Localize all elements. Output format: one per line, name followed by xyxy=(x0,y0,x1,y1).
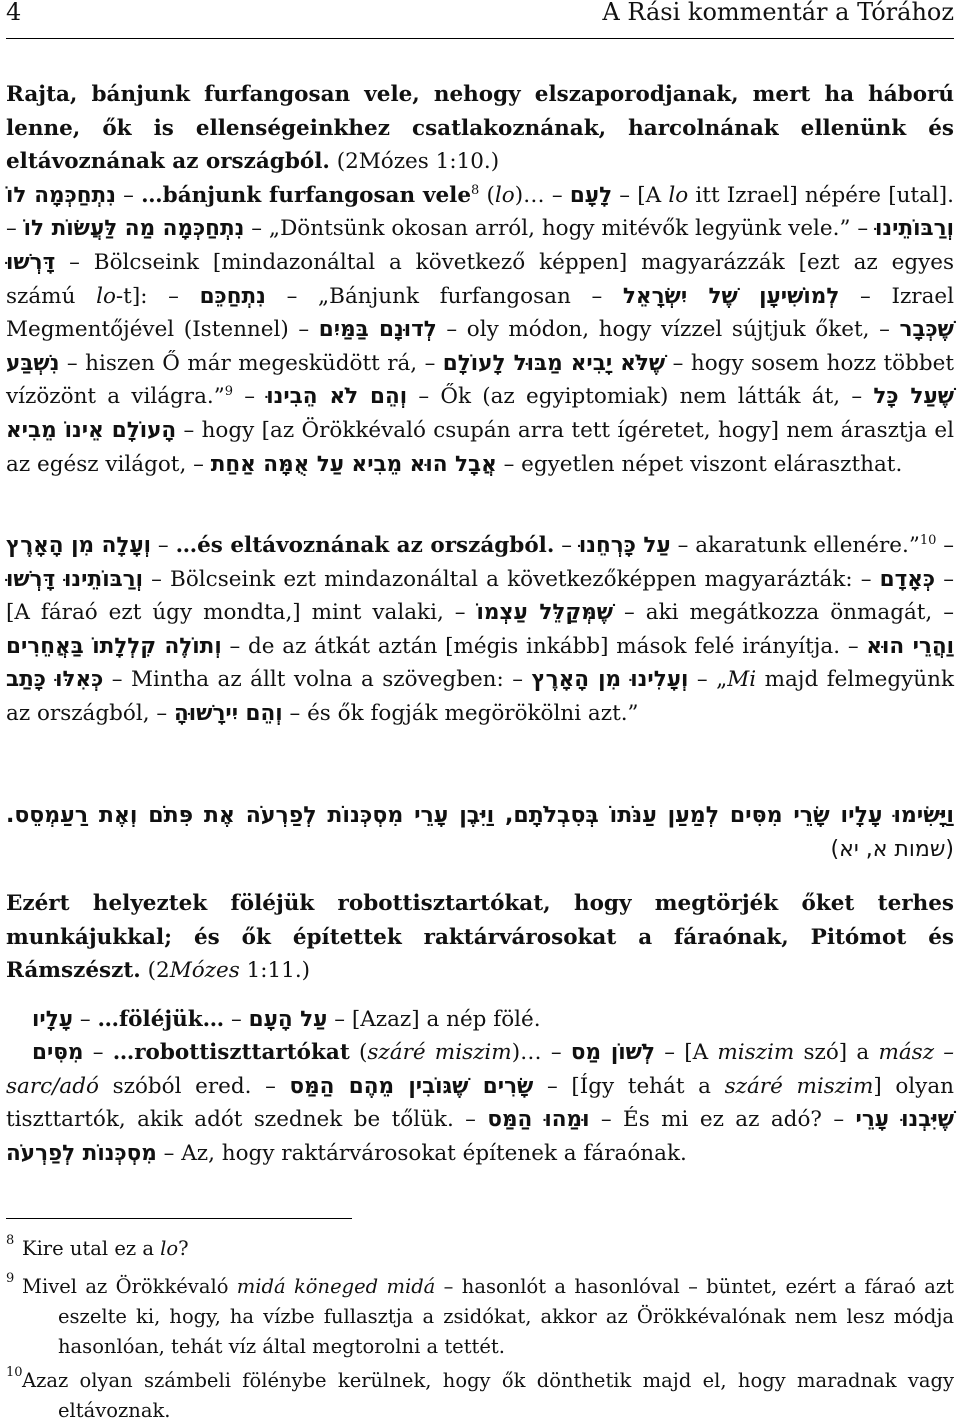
hebrew-lemma: אֲבָל הוּא מֵבִיא עַל אֻמָּה אַחַת xyxy=(210,451,497,477)
footnote-number: 8 xyxy=(6,1233,15,1248)
verse-1-10-paragraph: Rajta, bánjunk furfangosan vele, nehogy elszaporodjanak, mert ha háború lenne, ők is ellenségeinkhez csatlakoznának, harcolnának ellenünk és eltávoznának az országból. (2Mózes 1:10.) נִתְחַכְּמָה לוֹ – …bánjunk furfangosan vele$^8$ (lo)… – לָעָם – [A lo itt Izrael] népére [utal]. – נִתְחַכְּמָה מַה לַּעֲשׂוֹת לוֹ – „Döntsünk okosan arról, hogy mitévők legyünk vele.” – וְרַבּוֹתֵינוּ דָּרְשׁוּ – Bölcseink [mindazonáltal a következő képpen] magyarázzák [ezt az egyes számú lo-t]: – נִתְחַכֵּם – „Bánjunk furfangosan – לְמוֹשִׁיעָן שֶׁל יִשְׂרָאֵל – Izrael Megmentőjével (Istennel) – לְדוּנָם בַּמַּיִם – oly módon, hogy vízzel sújtjuk őket, – שֶׁכְּבָר נִשְׁבַּע – hiszen Ő már megesküdött rá, – שֶׁלֹּא יָבִיא מַבּוּל לָעוֹלָם – hogy sosem hozz többet vízözönt a világra.”$^9$ – וְהֵם לֹא הֵבִינוּ – Ők (az egyiptomiak) nem látták át, – שֶׁעַל כָּל הָעוֹלָם אֵינוֹ מֵבִיא – hogy [az Örökkévaló csupán arra tett ígéretet, hogy] nem árasztja el az egész világot, – אֲבָל הוּא מֵבִיא עַל אֻמָּה אַחַת – egyetlen népet viszont eláraszthat. xyxy=(6,82,954,477)
hebrew-lemma: וְהֵם לֹא הֵבִינוּ xyxy=(266,384,408,410)
footnote-number: 9 xyxy=(6,1271,15,1286)
hebrew-lemma: כְּאָדָם xyxy=(879,566,936,592)
hebrew-lemma: שֶׁכְּבָר נִשְׁבַּע xyxy=(6,317,954,376)
verse-text: Rajta, bánjunk furfangosan vele, nehogy elszaporodjanak, mert ha háború lenne, ők is ellenségeinkhez csatlakoznának, harcolnának ellenünk és eltávoznának az országból. xyxy=(6,82,954,175)
footnote-8 xyxy=(6,1234,954,1264)
hebrew-lemma: שֶׁעַל כָּל הָעוֹלָם אֵינוֹ מֵבִיא xyxy=(6,384,954,443)
footnote-marker: 8 xyxy=(471,182,480,198)
footnote-rule xyxy=(6,1218,352,1219)
lemma-translation: …és eltávoznának az országból. xyxy=(175,533,555,558)
hebrew-lemma: עָלָיו xyxy=(32,1007,74,1032)
commentary-paragraph-2: וְעָלָה מִן הָאָרֶץ – …és eltávoznának az országból. – עַל כָּרְחֵנוּ – akaratunk ellenére.”$^{10}$ – וְרַבּוֹתֵינוּ דָּרְשׁוּ – Bölcseink ezt mindazonáltal a következőképpen magyarázták: – כְּאָדָם – [A fáraó ezt úgy mondta,] mint valaki, – שֶׁמְּקַלֵּל עַצְמוֹ – aki megátkozza önmagát, – וְתוֹלֶה קִלְלָתוֹ בַּאֲחֵרִים – de az átkát aztán [mégis inkább] mások felé irányítja. – וַהֲרֵי הוּא כְּאִלּוּ כָּתַב – Mintha az állt volna a szövegben: – וְעָלִינוּ מִן הָאָרֶץ – „Mi majd felmegyünk az országból, – וְהֵם יִירָשׁוּהָ – és ők fogják megörökölni azt.” xyxy=(6,532,955,726)
header-rule xyxy=(6,38,954,39)
verse-1-11-paragraph xyxy=(6,887,954,988)
hebrew-verse-text: וַיָּשִׂימוּ עָלָיו שָׂרֵי מִסִּים לְמַעַן עַנֹּתוֹ בְּסִבְלֹתָם, וַיִּבֶן עָרֵי מִסְכְּנוֹת לְפַרְעֹה אֶת פִּתֹם וְאֶת רַעַמְסֵס. xyxy=(6,803,954,828)
page-number: 4 xyxy=(6,0,22,26)
hebrew-verse-reference: (שמות א, יא) xyxy=(830,837,954,862)
hebrew-lemma: עַל כָּרְחֵנוּ xyxy=(578,533,671,558)
footnote-number: 10 xyxy=(6,1365,23,1380)
verse-text: Ezért helyeztek föléjük robottisztartókat, hogy megtörjék őket terhes munkájukkal; és ők építettek raktárvárosokat a fáraónak, Pitómot és Rámszészt. xyxy=(6,891,954,984)
page-header xyxy=(6,0,954,38)
lemma-translation: …föléjük… xyxy=(97,1007,225,1032)
hebrew-lemma: נִתְחַכְּמָה לוֹ xyxy=(6,182,116,208)
hebrew-lemma: שֶׁלֹּא יָבִיא מַבּוּל לָעוֹלָם xyxy=(442,350,666,376)
commentary-paragraph-4: עָלָיו – …föléjük… – עַל הָעָם – [Azaz] a nép fölé. xyxy=(32,1007,541,1032)
hebrew-lemma: וְעָלִינוּ מִן הָאָרֶץ xyxy=(531,667,689,693)
verse-reference: (2Mózes 1:10.) xyxy=(336,149,500,175)
footnote-marker: 10 xyxy=(919,532,937,548)
hebrew-lemma: לְדוּנָם בַּמַּיִם xyxy=(318,317,437,343)
footnote-marker: 9 xyxy=(224,384,234,400)
footnote-text: Mivel az Örökkévaló midá köneged midá – hasonlót a hasonlóval – büntet, ezért a fáraó azt eszelte ki, hogy, ha vízbe fullasztja a zsidókat, akkor az Örökkévalónak nem lesz módja hasonlóan, tehát víz által megtorolni a tettét. xyxy=(22,1275,954,1358)
hebrew-lemma: לָעָם xyxy=(569,182,613,208)
hebrew-lemma: וְרַבּוֹתֵינוּ דָּרְשׁוּ xyxy=(6,216,954,275)
lemma-translation: …bánjunk furfangosan vele xyxy=(141,182,472,208)
lemma-translation: …robottiszttartókat xyxy=(112,1040,350,1065)
hebrew-lemma: שֶׁמְּקַלֵּל עַצְמוֹ xyxy=(476,600,614,626)
hebrew-lemma: וְתוֹלֶה קִלְלָתוֹ בַּאֲחֵרִים xyxy=(6,633,222,659)
hebrew-lemma: שֶׁיִּבְנוּ עָרֵי מִסְכְּנוֹת לְפַרְעֹה xyxy=(6,1107,954,1166)
hebrew-lemma: נִתְחַכֵּם xyxy=(199,283,266,309)
footnote-text: Kire utal ez a lo? xyxy=(22,1237,189,1260)
hebrew-lemma: וְרַבּוֹתֵינוּ דָּרְשׁוּ xyxy=(6,566,144,592)
hebrew-lemma: וְהֵם יִירָשׁוּהָ xyxy=(173,700,283,726)
hebrew-lemma: וַהֲרֵי הוּא כְּאִלּוּ כָּתַב xyxy=(6,633,955,693)
hebrew-lemma: וְעָלָה מִן הָאָרֶץ xyxy=(6,533,152,558)
footnote-10 xyxy=(6,1366,954,1426)
footnote-9 xyxy=(6,1272,954,1362)
verse-reference: (2Mózes 1:11.) xyxy=(147,958,311,984)
running-title: A Rási kommentár a Tórához xyxy=(602,0,954,26)
hebrew-lemma: שָׂרִים שֶׁגּוֹבִין מֵהֶם הַמַּס xyxy=(289,1073,534,1099)
hebrew-lemma: נִתְחַכְּמָה מַה לַּעֲשׂוֹת לוֹ xyxy=(23,216,245,242)
hebrew-lemma: לְשׁוֹן מַס xyxy=(570,1040,655,1065)
footnote-text: Azaz olyan számbeli fölénybe kerülnek, hogy ők dönthetik majd el, hogy maradnak vagy eltávoznak. xyxy=(22,1369,954,1422)
hebrew-lemma: וּמַהוּ הַמַּס xyxy=(487,1107,590,1133)
hebrew-lemma: לְמוֹשִׁיעָן שֶׁל יִשְׂרָאֵל xyxy=(622,283,840,309)
commentary-paragraph-5: מִסִּים – …robottiszttartókat (száré miszim)… – לְשׁוֹן מַס – [A miszim szó] a mász – sarc/adó szóból ered. – שָׂרִים שֶׁגּוֹבִין מֵהֶם הַמַּס – [Így tehát a száré miszim] olyan tiszttartók, akik adót szednek be tőlük. – וּמַהוּ הַמַּס – És mi ez az adó? – שֶׁיִּבְנוּ עָרֵי מִסְכְּנוֹת לְפַרְעֹה – Az, hogy raktárvárosokat építenek a fáraónak. xyxy=(6,1040,955,1166)
hebrew-lemma: עַל הָעָם xyxy=(248,1007,328,1032)
hebrew-verse-1-11 xyxy=(6,799,954,867)
hebrew-lemma: מִסִּים xyxy=(32,1040,84,1065)
